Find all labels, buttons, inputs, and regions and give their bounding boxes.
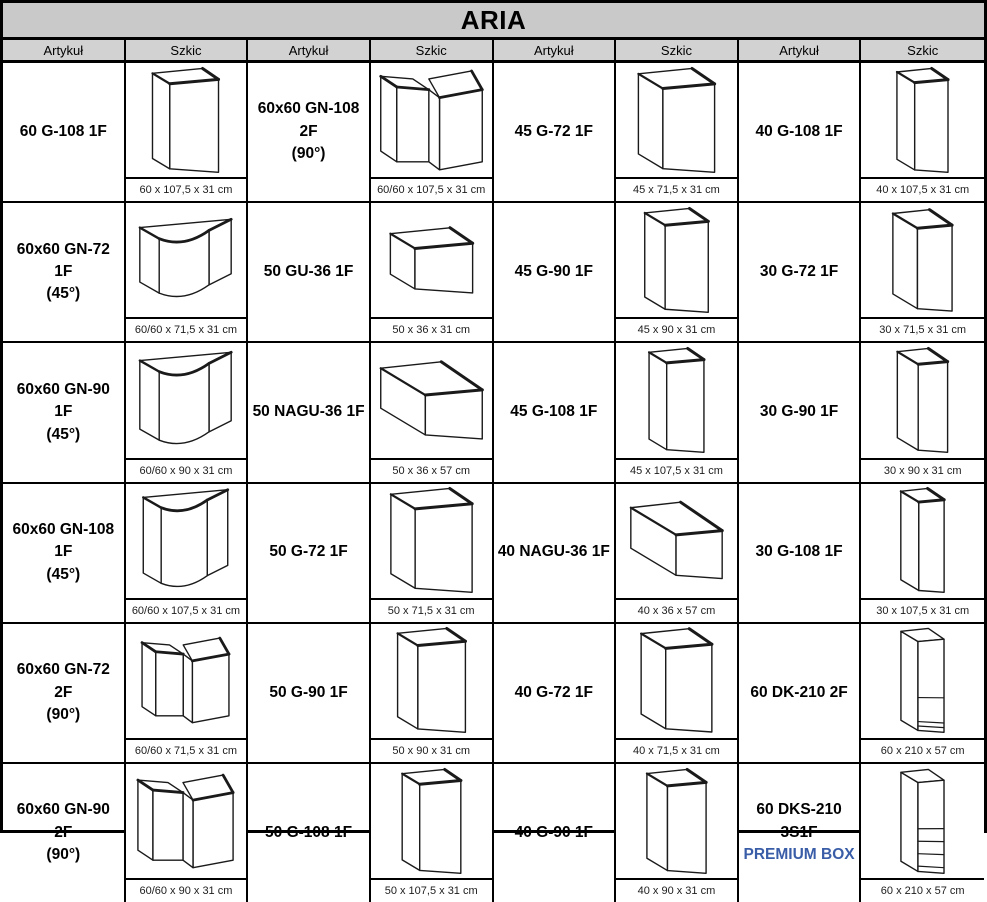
article-code: 45 G-72 1F (515, 121, 593, 143)
sketch-cell (616, 203, 739, 343)
article-code: 45 G-90 1F (515, 261, 593, 283)
sketch-cell (371, 624, 494, 764)
article-code: 50 G-108 1F (265, 822, 352, 844)
cabinet-sketch-icon (373, 65, 490, 176)
sketch-drawing-area (371, 343, 492, 457)
cabinet-sketch-icon (863, 205, 982, 316)
dimension-label: 60 x 210 x 57 cm (861, 878, 984, 902)
cabinet-sketch-icon (373, 625, 490, 736)
column-header-artykul-2: Artykuł (248, 40, 371, 63)
article-code: 30 G-90 1F (760, 401, 838, 423)
cabinet-sketch-icon (618, 766, 735, 877)
article-cell (494, 343, 617, 483)
sketch-drawing-area (616, 484, 737, 598)
cabinet-sketch-icon (863, 65, 982, 176)
sketch-drawing-area (616, 764, 737, 878)
dimension-label: 60/60 x 71,5 x 31 cm (126, 317, 247, 341)
cabinet-sketch-icon (863, 766, 982, 877)
dimension-label: 40 x 90 x 31 cm (616, 878, 737, 902)
cabinet-sketch-icon (127, 205, 244, 316)
cabinet-sketch-icon (373, 205, 490, 316)
article-cell (494, 203, 617, 343)
dimension-label: 45 x 71,5 x 31 cm (616, 177, 737, 201)
sketch-drawing-area (126, 484, 247, 598)
article-cell (494, 484, 617, 624)
dimension-label: 60/60 x 90 x 31 cm (126, 878, 247, 902)
dimension-label: 40 x 107,5 x 31 cm (861, 177, 984, 201)
article-cell (739, 203, 862, 343)
dimension-label: 50 x 90 x 31 cm (371, 738, 492, 762)
column-header-szkic-3: Szkic (616, 40, 739, 63)
sketch-cell (126, 203, 249, 343)
article-code: 60x60 GN-108 1F (7, 519, 120, 564)
column-header-szkic-1: Szkic (126, 40, 249, 63)
article-code: 40 G-72 1F (515, 682, 593, 704)
dimension-label: 30 x 71,5 x 31 cm (861, 317, 984, 341)
article-cell (248, 63, 371, 203)
dimension-label: 60/60 x 71,5 x 31 cm (126, 738, 247, 762)
sketch-cell (371, 343, 494, 483)
sketch-cell (616, 484, 739, 624)
sketch-drawing-area (126, 203, 247, 317)
cabinet-sketch-icon (618, 65, 735, 176)
cabinet-sketch-icon (373, 345, 490, 456)
article-cell (248, 203, 371, 343)
sketch-drawing-area (861, 624, 984, 738)
sketch-drawing-area (861, 484, 984, 598)
sketch-drawing-area (371, 764, 492, 878)
article-cell (494, 624, 617, 764)
article-code: 60 DK-210 2F (750, 682, 847, 704)
dimension-label: 50 x 36 x 31 cm (371, 317, 492, 341)
cabinet-sketch-icon (127, 625, 244, 736)
sketch-drawing-area (371, 484, 492, 598)
dimension-label: 50 x 107,5 x 31 cm (371, 878, 492, 902)
article-variant: (45°) (46, 283, 80, 305)
dimension-label: 60 x 107,5 x 31 cm (126, 177, 247, 201)
sketch-drawing-area (616, 63, 737, 177)
article-cell (3, 343, 126, 483)
sketch-cell (126, 484, 249, 624)
article-cell (739, 63, 862, 203)
dimension-label: 30 x 107,5 x 31 cm (861, 598, 984, 622)
article-cell (739, 484, 862, 624)
article-cell (248, 484, 371, 624)
sketch-cell (861, 624, 984, 764)
sketch-drawing-area (861, 203, 984, 317)
article-code: 60 DKS-210 3S1F (743, 799, 856, 844)
cabinet-sketch-icon (373, 485, 490, 596)
article-cell (739, 343, 862, 483)
sketch-cell (126, 624, 249, 764)
article-cell (739, 624, 862, 764)
dimension-label: 60 x 210 x 57 cm (861, 738, 984, 762)
sketch-cell (371, 63, 494, 203)
article-code: 50 GU-36 1F (264, 261, 354, 283)
sketch-cell (371, 484, 494, 624)
article-code: 60 G-108 1F (20, 121, 107, 143)
dimension-label: 45 x 90 x 31 cm (616, 317, 737, 341)
sketch-drawing-area (861, 343, 984, 457)
sketch-cell (371, 203, 494, 343)
column-header-artykul-3: Artykuł (494, 40, 617, 63)
column-header-szkic-4: Szkic (861, 40, 984, 63)
cabinet-sketch-icon (863, 625, 982, 736)
article-code: 50 NAGU-36 1F (253, 401, 365, 423)
sketch-cell (861, 203, 984, 343)
cabinet-sketch-icon (863, 345, 982, 456)
sketch-drawing-area (371, 203, 492, 317)
dimension-label: 50 x 71,5 x 31 cm (371, 598, 492, 622)
article-variant: (45°) (46, 424, 80, 446)
sketch-cell (126, 343, 249, 483)
cabinet-sketch-icon (618, 345, 735, 456)
article-variant: (45°) (46, 564, 80, 586)
dimension-label: 60/60 x 107,5 x 31 cm (371, 177, 492, 201)
article-cell (3, 624, 126, 764)
article-code: 40 G-108 1F (756, 121, 843, 143)
article-code: 60x60 GN-72 2F (7, 659, 120, 704)
sketch-drawing-area (861, 63, 984, 177)
dimension-label: 50 x 36 x 57 cm (371, 458, 492, 482)
sketch-cell (616, 343, 739, 483)
column-header-szkic-2: Szkic (371, 40, 494, 63)
article-cell (248, 624, 371, 764)
sketch-drawing-area (616, 343, 737, 457)
article-code: 50 G-72 1F (269, 541, 347, 563)
cabinet-sketch-icon (618, 205, 735, 316)
article-cell (3, 203, 126, 343)
column-header-artykul-4: Artykuł (739, 40, 862, 63)
sketch-drawing-area (861, 764, 984, 878)
sketch-drawing-area (371, 624, 492, 738)
cabinet-sketch-icon (127, 345, 244, 456)
article-variant: (90°) (292, 143, 326, 165)
article-code: 60x60 GN-90 2F (7, 799, 120, 844)
sketch-drawing-area (616, 203, 737, 317)
dimension-label: 30 x 90 x 31 cm (861, 458, 984, 482)
article-variant: (90°) (46, 844, 80, 866)
cabinet-sketch-icon (618, 625, 735, 736)
article-cell (248, 343, 371, 483)
dimension-label: 45 x 107,5 x 31 cm (616, 458, 737, 482)
dimension-label: 40 x 36 x 57 cm (616, 598, 737, 622)
article-cell (3, 63, 126, 203)
sketch-cell (861, 63, 984, 203)
dimension-label: 60/60 x 90 x 31 cm (126, 458, 247, 482)
cabinet-sketch-icon (127, 766, 244, 877)
sketch-drawing-area (371, 63, 492, 177)
article-code: 60x60 GN-108 (258, 98, 360, 120)
sketch-cell (126, 63, 249, 203)
sketch-cell (616, 624, 739, 764)
article-cell (494, 63, 617, 203)
collection-title: ARIA (3, 3, 984, 40)
sketch-drawing-area (126, 63, 247, 177)
article-code: 30 G-108 1F (756, 541, 843, 563)
article-code: 50 G-90 1F (269, 682, 347, 704)
sketch-cell (861, 484, 984, 624)
article-code: 60x60 GN-72 1F (7, 239, 120, 284)
cabinet-sketch-icon (618, 485, 735, 596)
cabinet-sketch-icon (863, 485, 982, 596)
article-variant: PREMIUM BOX (744, 844, 855, 866)
column-header-artykul-1: Artykuł (3, 40, 126, 63)
article-variant: (90°) (46, 704, 80, 726)
dimension-label: 40 x 71,5 x 31 cm (616, 738, 737, 762)
cabinet-sketch-icon (127, 65, 244, 176)
article-code: 60x60 GN-90 1F (7, 379, 120, 424)
sketch-drawing-area (616, 624, 737, 738)
sketch-cell (616, 63, 739, 203)
article-cell (3, 484, 126, 624)
sketch-cell (861, 343, 984, 483)
article-code: 40 NAGU-36 1F (498, 541, 610, 563)
sketch-drawing-area (126, 624, 247, 738)
article-code: 30 G-72 1F (760, 261, 838, 283)
cabinet-sketch-icon (127, 485, 244, 596)
article-code: 40 G-90 1F (515, 822, 593, 844)
article-code: 45 G-108 1F (510, 401, 597, 423)
article-variant: 2F (300, 121, 318, 143)
cabinet-sketch-icon (373, 766, 490, 877)
sketch-drawing-area (126, 764, 247, 878)
sketch-drawing-area (126, 343, 247, 457)
dimension-label: 60/60 x 107,5 x 31 cm (126, 598, 247, 622)
